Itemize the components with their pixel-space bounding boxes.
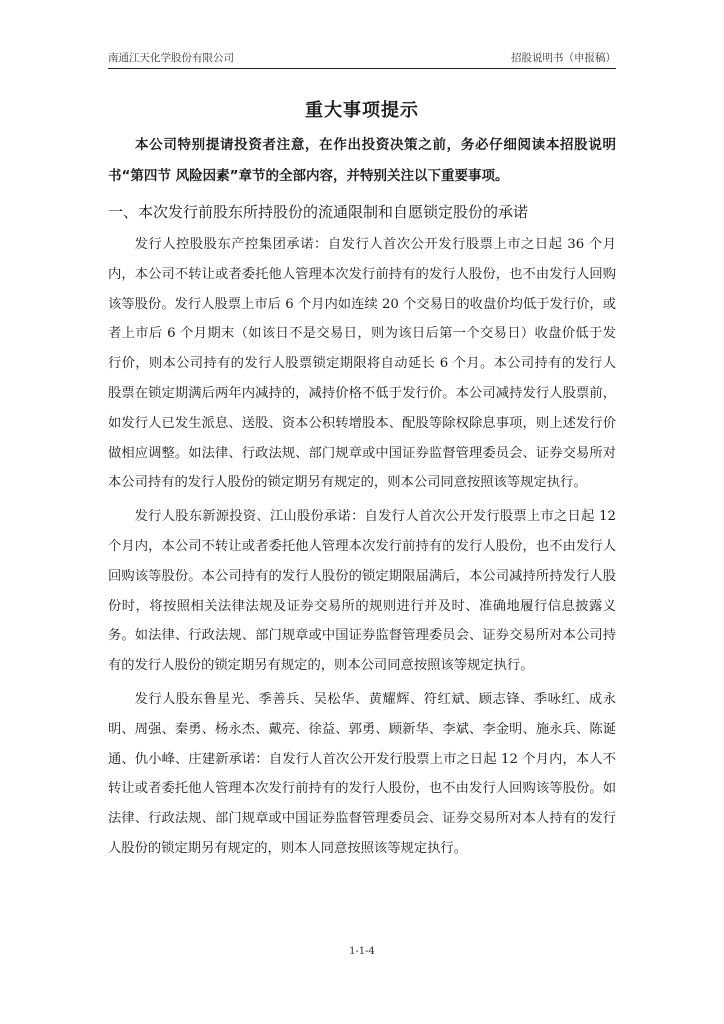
paragraph-individual-shareholders: 发行人股东鲁星光、季善兵、吴松华、黄耀辉、符红斌、顾志锋、季咏红、成永明、周强、秦勇、杨永杰、戴亮、徐益、郭勇、顾新华、李斌、李金明、施永兵、陈诞通、仇小峰、庄建新承诺：自发行人首次公开发行股票上市之日起 12 个月内，本人不转让或者委托他人管理本次发行前持有的发行人股份，也不由发行人回购该等股份。如法律、行政法规、部门规章或中国证券监督管理委员会、证券交易所对本人持有的发行人股份的锁定期另有规定的，则本人同意按照该等规定执行。 — [108, 691, 616, 856]
intro-notice: 本公司特别提请投资者注意，在作出投资决策之前，务必仔细阅读本招股说明书“第四节 风险因素”章节的全部内容，并特别关注以下重要事项。 — [108, 137, 616, 184]
document-body — [108, 96, 616, 868]
header-divider — [108, 68, 616, 69]
page-number: 1-1-4 — [349, 946, 375, 957]
header-company-name: 南通江天化学股份有限公司 — [108, 52, 234, 64]
header-document-type: 招股说明书（申报稿） — [511, 52, 616, 64]
paragraph-corporate-shareholders: 发行人股东新源投资、江山股份承诺：自发行人首次公开发行股票上市之日起 12 个月内，本公司不转让或者委托他人管理本次发行前持有的发行人股份，也不由发行人回购该等股份。本公司持有的发行人股份的锁定期限届满后，本公司减持所持发行人股份时，将按照相关法律法规及证券交易所的规则进行并及时、准确地履行信息披露义务。如法律、行政法规、部门规章或中国证券监督管理委员会、证券交易所对本公司持有的发行人股份的锁定期另有规定的，则本公司同意按照该等规定执行。 — [108, 509, 616, 674]
paragraph-controlling-shareholder: 发行人控股股东产控集团承诺：自发行人首次公开发行股票上市之日起 36 个月内，本公司不转让或者委托他人管理本次发行前持有的发行人股份，也不由发行人回购该等股份。发行人股票上市后 6 个月内如连续 20 个交易日的收盘价均低于发行价，或者上市后 6 个月期末（如该日不是交易日，则为该日后第一个交易日）收盘价低于发行价，则本公司持有的发行人股票锁定期限将自动延长 6 个月。本公司持有的发行人股票在锁定期满后两年内减持的，减持价格不低于发行价。本公司减持发行人股票前，如发行人已发生派息、送股、资本公积转增股本、配股等除权除息事项，则上述发行价做相应调整。如法律、行政法规、部门规章或中国证券监督管理委员会、证券交易所对本公司持有的发行人股份的锁定期另有规定的，则本公司同意按照该等规定执行。 — [108, 237, 616, 491]
page-title: 重大事项提示 — [305, 100, 419, 121]
section-heading: 一、本次发行前股东所持股份的流通限制和自愿锁定股份的承诺 — [108, 203, 529, 221]
page-header — [108, 50, 616, 68]
